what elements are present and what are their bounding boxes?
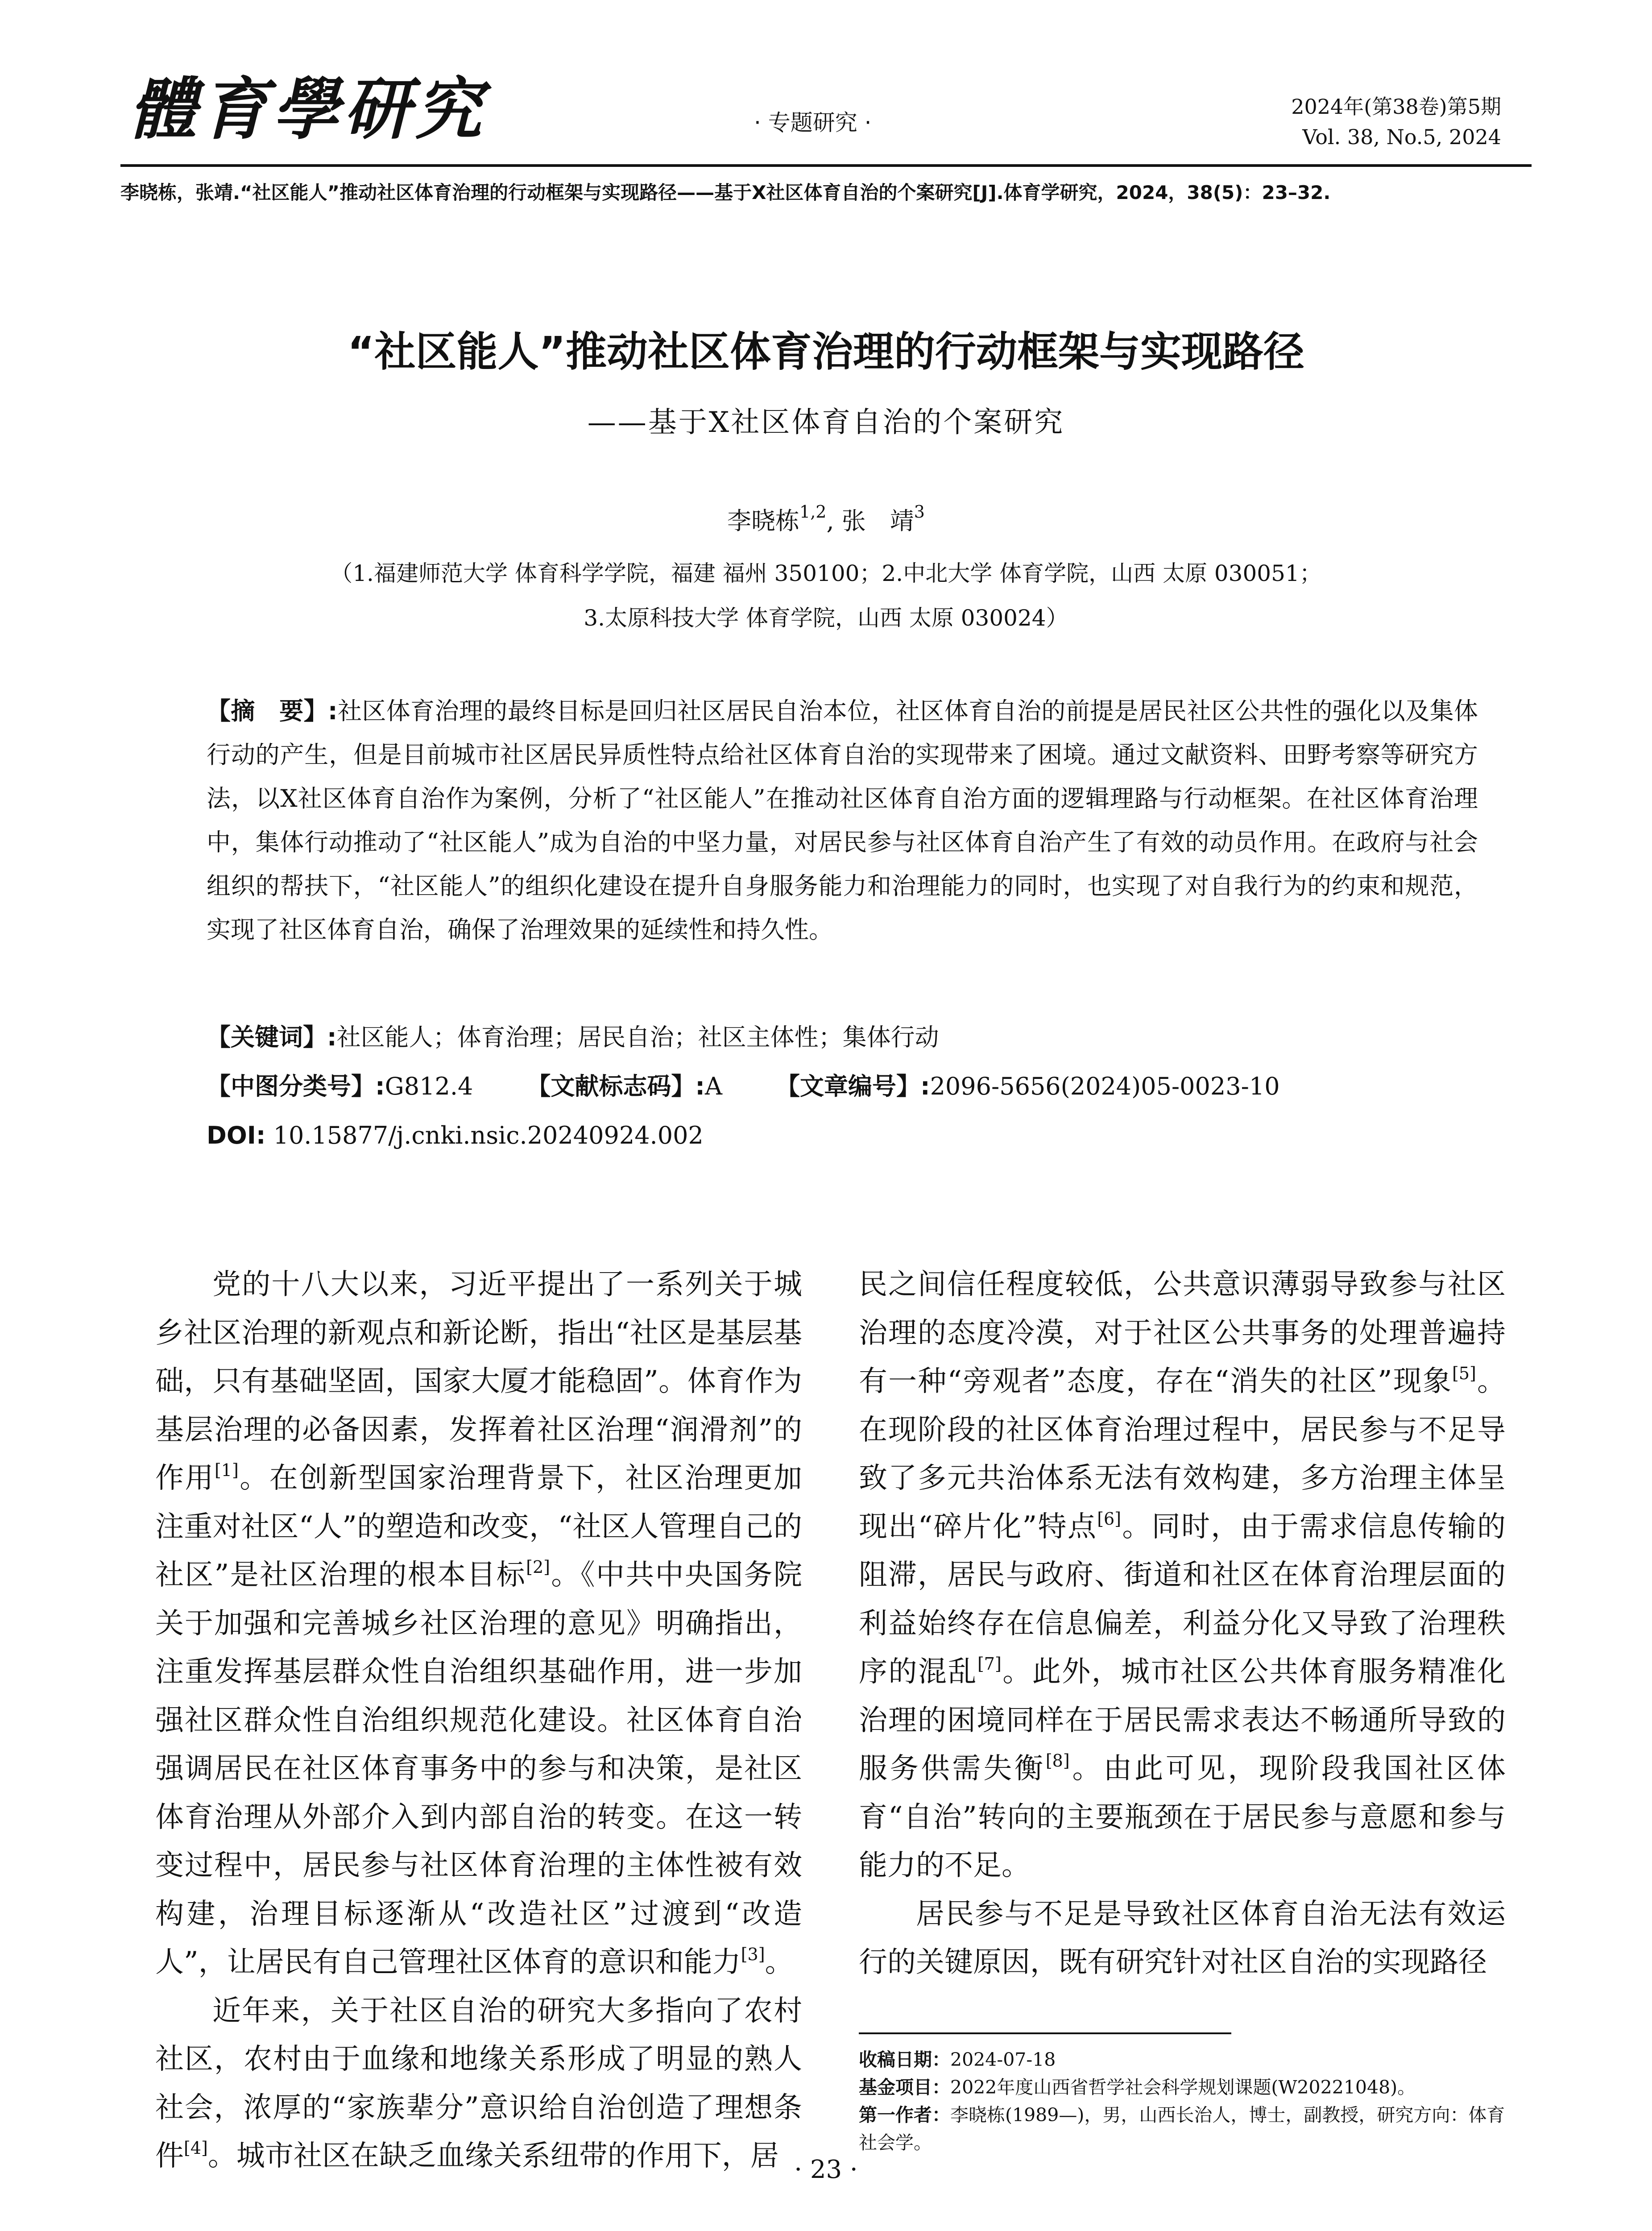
article-number-label: 【文章编号】:	[775, 1072, 930, 1100]
fund-project: 基金项目：2022年度山西省哲学社会科学规划课题(W20221048)。	[859, 2077, 1416, 2098]
first-author-info: 第一作者：李晓栋(1989—)，男，山西长治人，博士，副教授，研究方向：体育社会学。	[859, 2104, 1505, 2153]
column-label: · 专题研究 ·	[754, 110, 872, 136]
footnote-rule	[859, 2032, 1231, 2034]
journal-logo: 體育學研究	[129, 70, 487, 149]
issue-info-cn: 2024年(第38卷)第5期	[1291, 95, 1501, 119]
author-name: 张 靖	[841, 507, 914, 535]
doi-line	[207, 1118, 1478, 1153]
body-column-left	[155, 1261, 802, 2181]
doi-label: DOI:	[207, 1121, 266, 1149]
body-paragraph: 民之间信任程度较低，公共意识薄弱导致参与社区治理的态度冷漠，对于社区公共事务的处理普遍持有一种“旁观者”态度，存在“消失的社区”现象[5]。在现阶段的社区体育治理过程中，居民参与不足导致了多元共治体系无法有效构建，多方治理主体呈现出“碎片化”特点[6]。同时，由于需求信息传输的阻滞，居民与政府、街道和社区在体育治理层面的利益始终存在信息偏差，利益分化又导致了治理秩序的混乱[7]。此外，城市社区公共体育服务精准化治理的困境同样在于居民需求表达不畅通所导致的服务供需失衡[8]。由此可见，现阶段我国社区体育“自治”转向的主要瓶颈在于居民参与意愿和参与能力的不足。	[859, 1268, 1506, 1882]
citation-ref: [3]	[741, 1945, 765, 1964]
citation-ref: [8]	[1045, 1751, 1070, 1771]
doc-code-label: 【文献标志码】:	[526, 1072, 705, 1100]
abstract	[207, 689, 1478, 952]
citation-ref: [7]	[977, 1654, 1002, 1674]
affiliation-line: （1.福建师范大学 体育科学学院，福建 福州 350100；2.中北大学 体育学院，山西 太原 030051；	[330, 560, 1322, 586]
body-paragraph: 党的十八大以来，习近平提出了一系列关于城乡社区治理的新观点和新论断，指出“社区是基层基础，只有基础坚固，国家大厦才能稳固”。体育作为基层治理的必备因素，发挥着社区治理“润滑剂”的作用[1]。在创新型国家治理背景下，社区治理更加注重对社区“人”的塑造和改变，“社区人管理自己的社区”是社区治理的根本目标[2]。《中共中央国务院关于加强和完善城乡社区治理的意见》明确指出，注重发挥基层群众性自治组织基础作用，进一步加强社区群众性自治组织规范化建设。社区体育自治强调居民在社区体育事务中的参与和决策，是社区体育治理从外部介入到内部自治的转变。在这一转变过程中，居民参与社区体育治理的主体性被有效构建，治理目标逐渐从“改造社区”过渡到“改造人”，让居民有自己管理社区体育的意识和能力[3]。	[155, 1268, 803, 1979]
clc-label: 【中图分类号】:	[207, 1072, 385, 1100]
affiliation-line: 3.太原科技大学 体育学院，山西 太原 030024）	[584, 605, 1068, 631]
citation-ref: [4]	[184, 2138, 208, 2158]
article-subtitle: ——基于X社区体育自治的个案研究	[587, 406, 1065, 439]
issue-info-en: Vol. 38, No.5, 2024	[1302, 125, 1501, 149]
article-title: “社区能人”推动社区体育治理的行动框架与实现路径	[348, 328, 1304, 376]
author-name: 李晓栋	[727, 507, 800, 535]
doc-code-value: A	[704, 1072, 722, 1100]
keywords	[207, 1020, 1478, 1055]
abstract-label: 【摘 要】:	[207, 697, 338, 725]
article-number-value: 2096-5656(2024)05-0023-10	[930, 1072, 1280, 1100]
author-line	[0, 502, 1652, 536]
author-separator: ,	[826, 507, 842, 535]
citation-ref: [5]	[1452, 1364, 1476, 1383]
header-rule	[120, 164, 1532, 167]
author-affiliation-mark: 1,2	[799, 502, 827, 522]
abstract-text: 社区体育治理的最终目标是回归社区居民自治本位，社区体育自治的前提是居民社区公共性的强化以及集体行动的产生，但是目前城市社区居民异质性特点给社区体育自治的实现带来了困境。通过文献资料、田野考察等研究方法，以X社区体育自治作为案例，分析了“社区能人”在推动社区体育自治方面的逻辑理路与行动框架。在社区体育治理中，集体行动推动了“社区能人”成为自治的中坚力量，对居民参与社区体育自治产生了有效的动员作用。在政府与社会组织的帮扶下，“社区能人”的组织化建设在提升自身服务能力和治理能力的同时，也实现了对自我行为的约束和规范，实现了社区体育自治，确保了治理效果的延续性和持久性。	[207, 697, 1478, 944]
body-paragraph: 近年来，关于社区自治的研究大多指向了农村社区，农村由于血缘和地缘关系形成了明显的熟人社会，浓厚的“家族辈分”意识给自治创造了理想条件[4]。城市社区在缺乏血缘关系纽带的作用下，居	[155, 1994, 802, 2173]
citation-ref: [2]	[526, 1557, 550, 1577]
footnote	[859, 2046, 1506, 2156]
citation-ref: [6]	[1097, 1509, 1122, 1529]
received-date: 收稿日期：2024-07-18	[859, 2049, 1056, 2070]
keywords-text: 社区能人；体育治理；居民自治；社区主体性；集体行动	[336, 1023, 939, 1051]
citation-line: 李晓栋，张靖.“社区能人”推动社区体育治理的行动框架与实现路径——基于X社区体育自治的个案研究[J].体育学研究，2024，38(5)：23–32.	[120, 182, 1331, 203]
keywords-label: 【关键词】:	[207, 1023, 337, 1051]
clc-value: G812.4	[385, 1072, 473, 1100]
body-paragraph: 居民参与不足是导致社区体育自治无法有效运行的关键原因，既有研究针对社区自治的实现路径	[859, 1897, 1506, 1979]
classification-line	[207, 1069, 1500, 1104]
doi-value: 10.15877/j.cnki.nsic.20240924.002	[273, 1121, 704, 1149]
citation-ref: [1]	[214, 1460, 239, 1480]
body-column-right	[859, 1261, 1506, 1987]
page-number: · 23 ·	[794, 2155, 858, 2184]
author-affiliation-mark: 3	[914, 502, 925, 522]
